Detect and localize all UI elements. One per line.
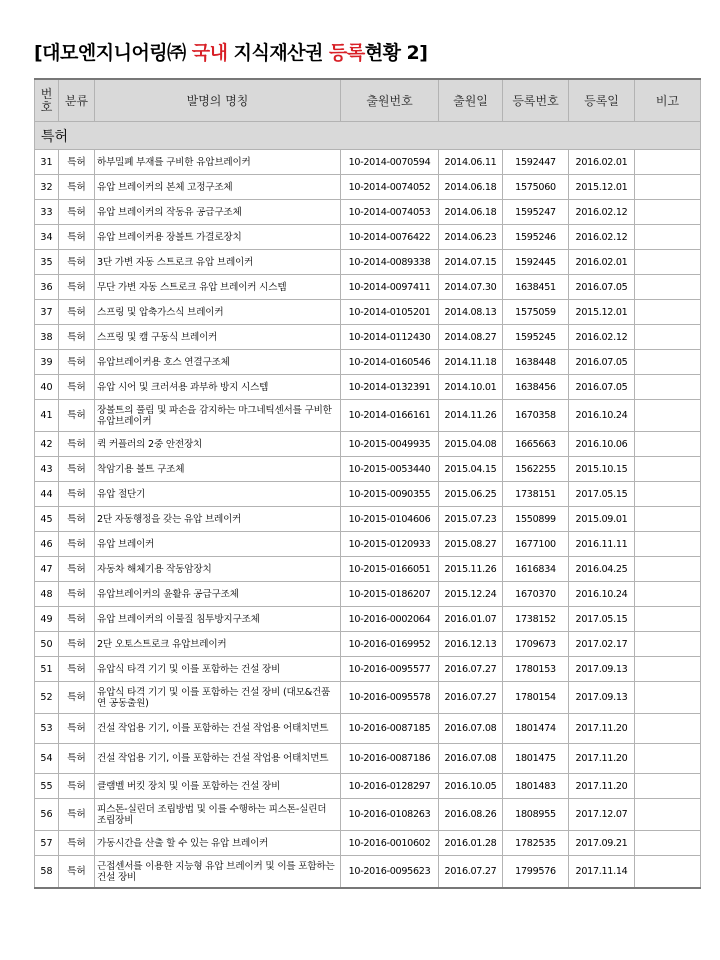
application-number: 10-2015-0053440 <box>341 457 439 482</box>
row-number: 41 <box>35 400 59 432</box>
application-number: 10-2015-0120933 <box>341 532 439 557</box>
registration-number: 1670370 <box>503 582 569 607</box>
page-title <box>34 38 427 65</box>
row-number: 42 <box>35 432 59 457</box>
application-date: 2016.01.07 <box>439 607 503 632</box>
application-number: 10-2014-0074052 <box>341 175 439 200</box>
note <box>635 350 701 375</box>
application-date: 2015.12.24 <box>439 582 503 607</box>
title-highlight-registered: 등록 <box>329 42 365 64</box>
table-row <box>35 482 701 507</box>
row-number: 39 <box>35 350 59 375</box>
note <box>635 275 701 300</box>
row-type: 특허 <box>59 799 95 831</box>
application-date: 2015.11.26 <box>439 557 503 582</box>
application-number: 10-2015-0049935 <box>341 432 439 457</box>
note <box>635 225 701 250</box>
registration-date: 2016.07.05 <box>569 275 635 300</box>
row-number: 49 <box>35 607 59 632</box>
registration-number: 1782535 <box>503 831 569 856</box>
application-number: 10-2015-0104606 <box>341 507 439 532</box>
registration-date: 2016.07.05 <box>569 350 635 375</box>
table-row <box>35 557 701 582</box>
application-number: 10-2014-0166161 <box>341 400 439 432</box>
table-header-row <box>35 79 701 122</box>
registration-date: 2017.09.13 <box>569 657 635 682</box>
note <box>635 582 701 607</box>
application-date: 2014.06.23 <box>439 225 503 250</box>
application-date: 2014.11.26 <box>439 400 503 432</box>
invention-name: 유압 브레이커의 본체 고정구조체 <box>95 175 341 200</box>
row-type: 특허 <box>59 482 95 507</box>
registration-number: 1738151 <box>503 482 569 507</box>
header-name: 발명의 명칭 <box>95 79 341 122</box>
table-row <box>35 350 701 375</box>
registration-number: 1709673 <box>503 632 569 657</box>
note <box>635 557 701 582</box>
invention-name: 3단 가변 자동 스트로크 유압 브레이커 <box>95 250 341 275</box>
invention-name: 건설 작업용 기기, 이를 포함하는 건설 작업용 어태치먼트 <box>95 714 341 744</box>
table-row <box>35 607 701 632</box>
section-label: 특허 <box>35 122 701 150</box>
row-type: 특허 <box>59 300 95 325</box>
row-number: 43 <box>35 457 59 482</box>
row-number: 56 <box>35 799 59 831</box>
note <box>635 774 701 799</box>
row-type: 특허 <box>59 375 95 400</box>
invention-name: 무단 가변 자동 스트로크 유압 브레이커 시스템 <box>95 275 341 300</box>
registration-date: 2016.02.12 <box>569 200 635 225</box>
row-number: 34 <box>35 225 59 250</box>
row-number: 50 <box>35 632 59 657</box>
registration-date: 2017.09.13 <box>569 682 635 714</box>
registration-date: 2017.11.20 <box>569 744 635 774</box>
application-date: 2015.04.15 <box>439 457 503 482</box>
row-number: 54 <box>35 744 59 774</box>
invention-name: 근접센서를 이용한 지능형 유압 브레이커 및 이를 포함하는 건설 장비 <box>95 856 341 889</box>
application-number: 10-2014-0070594 <box>341 150 439 175</box>
registration-number: 1638456 <box>503 375 569 400</box>
row-type: 특허 <box>59 632 95 657</box>
application-date: 2016.07.27 <box>439 856 503 889</box>
note <box>635 482 701 507</box>
row-type: 특허 <box>59 744 95 774</box>
registration-number: 1799576 <box>503 856 569 889</box>
invention-name: 스프링 및 압축가스식 브레이커 <box>95 300 341 325</box>
invention-name: 유압 브레이커 <box>95 532 341 557</box>
application-date: 2014.11.18 <box>439 350 503 375</box>
registration-date: 2015.12.01 <box>569 300 635 325</box>
invention-name: 유압식 타격 기기 및 이를 포함하는 건설 장비 <box>95 657 341 682</box>
note <box>635 457 701 482</box>
registration-date: 2017.05.15 <box>569 607 635 632</box>
row-type: 특허 <box>59 250 95 275</box>
registration-date: 2015.10.15 <box>569 457 635 482</box>
application-date: 2016.12.13 <box>439 632 503 657</box>
application-date: 2014.08.27 <box>439 325 503 350</box>
table-row <box>35 831 701 856</box>
row-type: 특허 <box>59 831 95 856</box>
note <box>635 714 701 744</box>
invention-name: 착암기용 볼트 구조체 <box>95 457 341 482</box>
invention-name: 가동시간을 산출 할 수 있는 유압 브레이커 <box>95 831 341 856</box>
table-row <box>35 275 701 300</box>
row-type: 특허 <box>59 682 95 714</box>
note <box>635 400 701 432</box>
row-type: 특허 <box>59 657 95 682</box>
registration-number: 1575059 <box>503 300 569 325</box>
invention-name: 스프링 및 캠 구동식 브레이커 <box>95 325 341 350</box>
table-body <box>35 122 701 889</box>
application-date: 2014.06.18 <box>439 175 503 200</box>
application-number: 10-2014-0097411 <box>341 275 439 300</box>
row-number: 47 <box>35 557 59 582</box>
invention-name: 퀵 커플러의 2중 안전장치 <box>95 432 341 457</box>
invention-name: 유압 브레이커의 이물질 침투방지구조체 <box>95 607 341 632</box>
application-date: 2016.08.26 <box>439 799 503 831</box>
row-number: 40 <box>35 375 59 400</box>
row-type: 특허 <box>59 432 95 457</box>
registration-date: 2017.11.14 <box>569 856 635 889</box>
row-number: 58 <box>35 856 59 889</box>
registration-date: 2017.09.21 <box>569 831 635 856</box>
invention-name: 유압 브레이커용 장볼트 가결로장치 <box>95 225 341 250</box>
application-number: 10-2016-0169952 <box>341 632 439 657</box>
header-app-date: 출원일 <box>439 79 503 122</box>
application-number: 10-2014-0074053 <box>341 200 439 225</box>
application-number: 10-2014-0132391 <box>341 375 439 400</box>
row-type: 특허 <box>59 532 95 557</box>
invention-name: 하부밀폐 부재를 구비한 유압브레이커 <box>95 150 341 175</box>
registration-date: 2016.11.11 <box>569 532 635 557</box>
application-date: 2014.06.11 <box>439 150 503 175</box>
row-type: 특허 <box>59 175 95 200</box>
invention-name: 유압식 타격 기기 및 이를 포함하는 건설 장비 (대모&건품연 공동출원) <box>95 682 341 714</box>
table-row <box>35 657 701 682</box>
application-number: 10-2016-0095578 <box>341 682 439 714</box>
note <box>635 432 701 457</box>
row-type: 특허 <box>59 457 95 482</box>
application-number: 10-2016-0095577 <box>341 657 439 682</box>
registration-date: 2016.02.12 <box>569 325 635 350</box>
row-number: 32 <box>35 175 59 200</box>
note <box>635 375 701 400</box>
row-type: 특허 <box>59 225 95 250</box>
row-type: 특허 <box>59 200 95 225</box>
application-number: 10-2014-0112430 <box>341 325 439 350</box>
note <box>635 831 701 856</box>
application-number: 10-2014-0105201 <box>341 300 439 325</box>
registration-number: 1670358 <box>503 400 569 432</box>
table-row <box>35 432 701 457</box>
registration-number: 1780153 <box>503 657 569 682</box>
note <box>635 325 701 350</box>
invention-name: 2단 오토스트로크 유압브레이커 <box>95 632 341 657</box>
row-number: 33 <box>35 200 59 225</box>
note <box>635 150 701 175</box>
table-row <box>35 744 701 774</box>
row-type: 특허 <box>59 557 95 582</box>
row-number: 57 <box>35 831 59 856</box>
row-number: 52 <box>35 682 59 714</box>
table-row <box>35 400 701 432</box>
header-note: 비고 <box>635 79 701 122</box>
registration-date: 2017.11.20 <box>569 714 635 744</box>
registration-date: 2016.10.06 <box>569 432 635 457</box>
invention-name: 유압 브레이커의 작동유 공급구조체 <box>95 200 341 225</box>
registration-date: 2016.02.12 <box>569 225 635 250</box>
note <box>635 682 701 714</box>
note <box>635 200 701 225</box>
application-date: 2016.10.05 <box>439 774 503 799</box>
application-number: 10-2016-0010602 <box>341 831 439 856</box>
table-row <box>35 774 701 799</box>
header-app-no: 출원번호 <box>341 79 439 122</box>
table-row <box>35 150 701 175</box>
note <box>635 657 701 682</box>
registration-number: 1801475 <box>503 744 569 774</box>
application-number: 10-2016-0087186 <box>341 744 439 774</box>
header-reg-date: 등록일 <box>569 79 635 122</box>
application-date: 2016.07.08 <box>439 744 503 774</box>
registration-number: 1801474 <box>503 714 569 744</box>
application-date: 2014.07.15 <box>439 250 503 275</box>
invention-name: 유압브레이커용 호스 연결구조체 <box>95 350 341 375</box>
application-number: 10-2014-0076422 <box>341 225 439 250</box>
application-date: 2015.06.25 <box>439 482 503 507</box>
row-type: 특허 <box>59 275 95 300</box>
row-number: 35 <box>35 250 59 275</box>
table-row <box>35 375 701 400</box>
row-number: 31 <box>35 150 59 175</box>
registration-number: 1808955 <box>503 799 569 831</box>
row-type: 특허 <box>59 400 95 432</box>
title-suffix: 현황 2] <box>364 42 428 64</box>
registration-number: 1550899 <box>503 507 569 532</box>
registration-number: 1595245 <box>503 325 569 350</box>
note <box>635 507 701 532</box>
patent-registration-table <box>34 78 701 889</box>
section-row <box>35 122 701 150</box>
header-type: 분류 <box>59 79 95 122</box>
registration-number: 1592447 <box>503 150 569 175</box>
application-number: 10-2015-0186207 <box>341 582 439 607</box>
registration-number: 1562255 <box>503 457 569 482</box>
note <box>635 744 701 774</box>
registration-number: 1575060 <box>503 175 569 200</box>
application-number: 10-2015-0166051 <box>341 557 439 582</box>
invention-name: 피스톤-실린더 조립방법 및 이를 수행하는 피스톤-실린더 조립장비 <box>95 799 341 831</box>
registration-date: 2016.02.01 <box>569 150 635 175</box>
application-number: 10-2016-0108263 <box>341 799 439 831</box>
row-type: 특허 <box>59 714 95 744</box>
table-row <box>35 856 701 889</box>
registration-date: 2017.11.20 <box>569 774 635 799</box>
row-number: 38 <box>35 325 59 350</box>
table-row <box>35 225 701 250</box>
row-number: 46 <box>35 532 59 557</box>
row-type: 특허 <box>59 325 95 350</box>
table-row <box>35 532 701 557</box>
title-highlight-domestic: 국내 <box>191 42 228 64</box>
registration-date: 2016.02.01 <box>569 250 635 275</box>
registration-date: 2016.04.25 <box>569 557 635 582</box>
registration-date: 2017.12.07 <box>569 799 635 831</box>
application-date: 2014.08.13 <box>439 300 503 325</box>
application-date: 2014.10.01 <box>439 375 503 400</box>
application-number: 10-2014-0089338 <box>341 250 439 275</box>
registration-number: 1595246 <box>503 225 569 250</box>
row-number: 55 <box>35 774 59 799</box>
invention-name: 2단 자동행정을 갖는 유압 브레이커 <box>95 507 341 532</box>
note <box>635 607 701 632</box>
registration-date: 2016.10.24 <box>569 400 635 432</box>
application-date: 2016.07.08 <box>439 714 503 744</box>
note <box>635 532 701 557</box>
header-reg-no: 등록번호 <box>503 79 569 122</box>
registration-date: 2016.10.24 <box>569 582 635 607</box>
application-date: 2014.07.30 <box>439 275 503 300</box>
table-row <box>35 582 701 607</box>
note <box>635 799 701 831</box>
table-row <box>35 714 701 744</box>
invention-name: 자동차 해체기용 작동암장치 <box>95 557 341 582</box>
registration-date: 2017.02.17 <box>569 632 635 657</box>
row-type: 특허 <box>59 582 95 607</box>
application-number: 10-2016-0087185 <box>341 714 439 744</box>
table-row <box>35 682 701 714</box>
registration-number: 1801483 <box>503 774 569 799</box>
application-date: 2014.06.18 <box>439 200 503 225</box>
registration-number: 1638451 <box>503 275 569 300</box>
table-row <box>35 250 701 275</box>
table-row <box>35 325 701 350</box>
application-date: 2016.01.28 <box>439 831 503 856</box>
table-row <box>35 200 701 225</box>
registration-number: 1780154 <box>503 682 569 714</box>
row-type: 특허 <box>59 350 95 375</box>
table-row <box>35 507 701 532</box>
note <box>635 250 701 275</box>
invention-name: 유압브레이커의 윤활유 공급구조체 <box>95 582 341 607</box>
note <box>635 300 701 325</box>
registration-number: 1738152 <box>503 607 569 632</box>
title-middle: 지식재산권 <box>227 42 329 64</box>
title-prefix: [대모엔지니어링㈜ <box>34 42 192 64</box>
row-type: 특허 <box>59 774 95 799</box>
row-type: 특허 <box>59 856 95 889</box>
registration-date: 2015.12.01 <box>569 175 635 200</box>
table-row <box>35 300 701 325</box>
registration-date: 2017.05.15 <box>569 482 635 507</box>
application-date: 2016.07.27 <box>439 657 503 682</box>
application-date: 2015.08.27 <box>439 532 503 557</box>
row-number: 37 <box>35 300 59 325</box>
table-row <box>35 175 701 200</box>
invention-name: 유압 시어 및 크러셔용 과부하 방지 시스템 <box>95 375 341 400</box>
row-number: 51 <box>35 657 59 682</box>
invention-name: 유압 절단기 <box>95 482 341 507</box>
table-row <box>35 457 701 482</box>
application-number: 10-2016-0128297 <box>341 774 439 799</box>
row-number: 45 <box>35 507 59 532</box>
application-number: 10-2014-0160546 <box>341 350 439 375</box>
row-type: 특허 <box>59 607 95 632</box>
application-number: 10-2016-0002064 <box>341 607 439 632</box>
row-number: 53 <box>35 714 59 744</box>
note <box>635 175 701 200</box>
row-type: 특허 <box>59 507 95 532</box>
invention-name: 장볼트의 풀림 및 파손을 감지하는 마그네틱센서를 구비한 유압브레이커 <box>95 400 341 432</box>
table-row <box>35 799 701 831</box>
registration-date: 2015.09.01 <box>569 507 635 532</box>
note <box>635 856 701 889</box>
note <box>635 632 701 657</box>
invention-name: 건설 작업용 기기, 이를 포함하는 건설 작업용 어태치먼트 <box>95 744 341 774</box>
registration-date: 2016.07.05 <box>569 375 635 400</box>
application-number: 10-2016-0095623 <box>341 856 439 889</box>
row-number: 48 <box>35 582 59 607</box>
header-no-label: 번 호 <box>40 86 53 114</box>
registration-number: 1677100 <box>503 532 569 557</box>
registration-number: 1638448 <box>503 350 569 375</box>
registration-number: 1592445 <box>503 250 569 275</box>
row-type: 특허 <box>59 150 95 175</box>
row-number: 36 <box>35 275 59 300</box>
application-number: 10-2015-0090355 <box>341 482 439 507</box>
header-no <box>35 79 59 122</box>
application-date: 2016.07.27 <box>439 682 503 714</box>
row-number: 44 <box>35 482 59 507</box>
application-date: 2015.07.23 <box>439 507 503 532</box>
registration-number: 1665663 <box>503 432 569 457</box>
table-row <box>35 632 701 657</box>
registration-number: 1595247 <box>503 200 569 225</box>
registration-number: 1616834 <box>503 557 569 582</box>
invention-name: 클램벨 버킷 장치 및 이를 포함하는 건설 장비 <box>95 774 341 799</box>
application-date: 2015.04.08 <box>439 432 503 457</box>
